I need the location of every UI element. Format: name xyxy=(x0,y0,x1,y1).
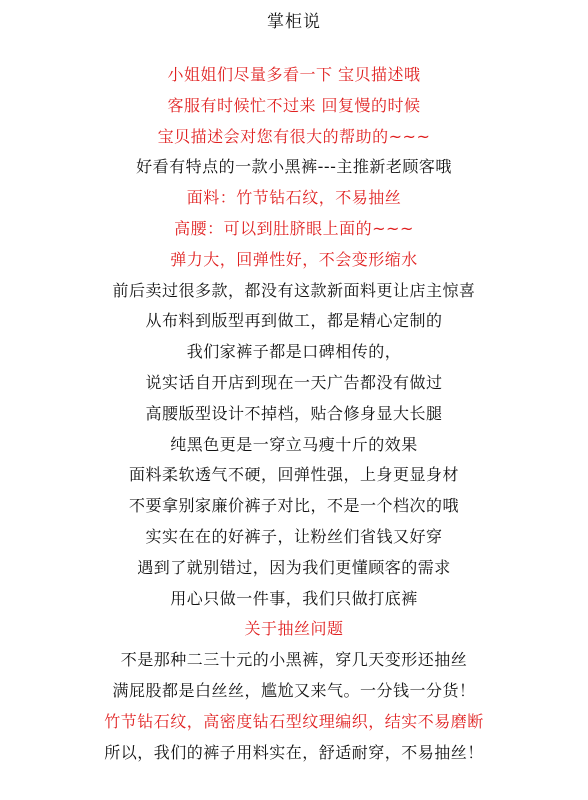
description-line: 从布料到版型再到做工，都是精心定制的 xyxy=(145,311,443,331)
description-line: 不是那种二三十元的小黑裤，穿几天变形还抽丝 xyxy=(120,650,468,670)
description-line: 宝贝描述会对您有很大的帮助的~~~ xyxy=(157,126,431,146)
description-line: 前后卖过很多款，都没有这款新面料更让店主惊喜 xyxy=(112,280,476,300)
description-line: 小姐姐们尽量多看一下 宝贝描述哦 xyxy=(167,65,421,84)
description-line: 所以，我们的裤子用料实在，舒适耐穿，不易抽丝！ xyxy=(104,742,484,762)
description-line: 纯黑色更是一穿立马瘦十斤的效果 xyxy=(170,434,418,454)
description-line: 遇到了就别错过，因为我们更懂顾客的需求 xyxy=(137,557,451,577)
description-line: 高腰版型设计不掉档，贴合修身显大长腿 xyxy=(145,403,443,423)
description-line: 客服有时候忙不过来 回复慢的时候 xyxy=(167,95,421,115)
description-line: 满屁股都是白丝丝，尴尬又来气。一分钱一分货！ xyxy=(112,680,476,700)
description-line: 弹力大，回弹性好，不会变形缩水 xyxy=(170,249,418,269)
description-line: 面料柔软透气不硬，回弹性强，上身更显身材 xyxy=(128,465,459,485)
description-line: 用心只做一件事，我们只做打底裤 xyxy=(170,588,418,608)
description-line: 面料：竹节钻石纹，不易抽丝 xyxy=(186,188,402,208)
description-line: 我们家裤子都是口碑相传的， xyxy=(186,342,402,362)
description-line: 关于抽丝问题 xyxy=(244,619,344,639)
description-line: 竹节钻石纹，高密度钻石型纹理编织，结实不易磨断 xyxy=(104,711,484,731)
description-line: 好看有特点的一款小黑裤---主推新老顾客哦 xyxy=(136,157,452,177)
description-line: 实实在在的好裤子，让粉丝们省钱又好穿 xyxy=(145,526,443,546)
description-line: 不要拿别家廉价裤子对比，不是一个档次的哦 xyxy=(128,496,459,516)
page-title: 掌柜说 xyxy=(267,12,321,32)
description-line: 高腰：可以到肚脐眼上面的~~~ xyxy=(174,218,414,238)
description-line: 说实话自开店到现在一天广告都没有做过 xyxy=(145,372,443,392)
description-lines xyxy=(0,60,588,768)
